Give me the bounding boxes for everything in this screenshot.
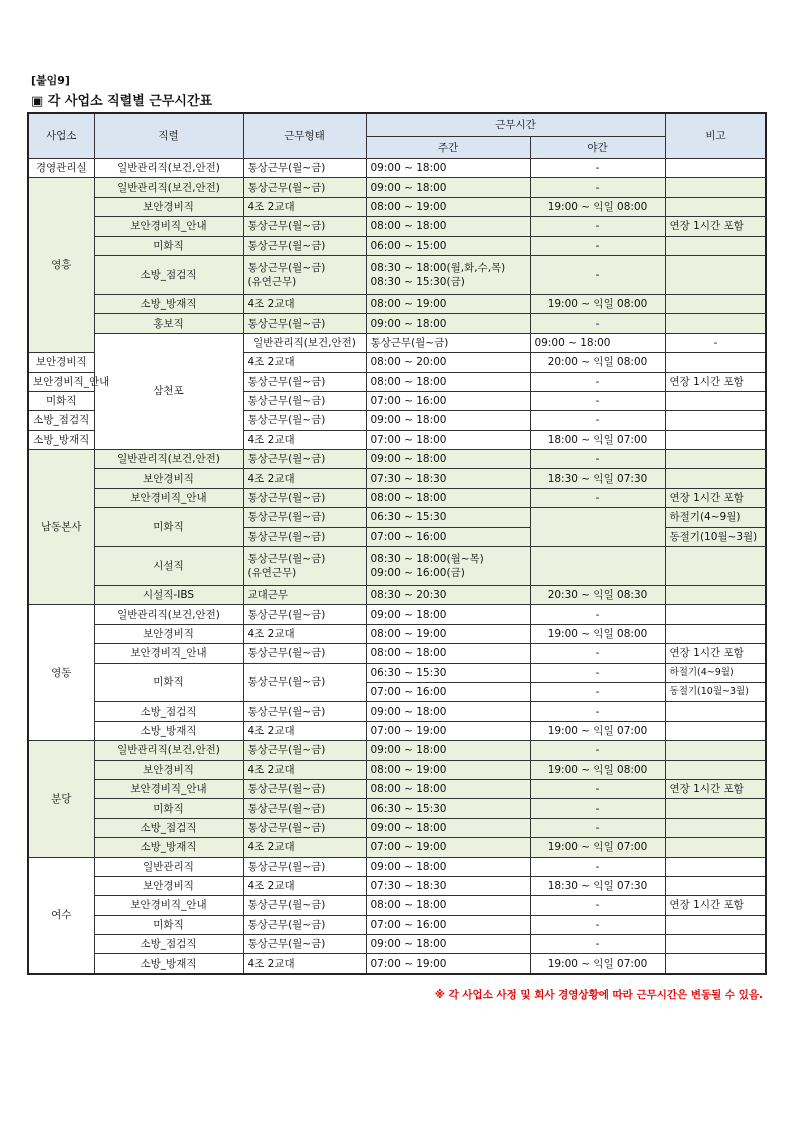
night-cell: 20:30 ~ 익일 08:30 <box>530 586 665 605</box>
form-cell: 4조 2교대 <box>243 721 366 740</box>
site-cell: 영흥 <box>28 178 94 353</box>
note-cell <box>665 586 766 605</box>
day-cell: 07:00 ~ 16:00 <box>366 527 530 546</box>
role-cell: 보안경비직 <box>94 469 243 488</box>
form-cell: 통상근무(월~금) <box>243 779 366 798</box>
day-cell: 07:30 ~ 18:30 <box>366 469 530 488</box>
role-cell: 미화직 <box>28 391 94 410</box>
night-cell: 19:00 ~ 익일 08:00 <box>530 760 665 779</box>
form-cell: 4조 2교대 <box>243 197 366 216</box>
role-cell: 소방_점검직 <box>28 411 94 430</box>
table-row <box>28 236 766 255</box>
table-row <box>28 935 766 954</box>
header-hours: 근무시간 <box>366 113 665 137</box>
night-cell: - <box>530 391 665 410</box>
table-row <box>28 779 766 798</box>
day-cell: 07:00 ~ 18:00 <box>366 430 530 449</box>
night-cell: - <box>665 333 766 352</box>
site-cell: 삼천포 <box>94 333 243 449</box>
day-line: 09:00 ~ 16:00(금) <box>370 567 465 580</box>
night-cell: - <box>530 372 665 391</box>
day-cell: 08:00 ~ 18:00 <box>366 217 530 236</box>
night-cell: - <box>530 488 665 507</box>
form-cell: 통상근무(월~금) <box>243 896 366 915</box>
night-cell: 19:00 ~ 익일 08:00 <box>530 197 665 216</box>
note-cell <box>665 624 766 643</box>
day-cell: 09:00 ~ 18:00 <box>366 741 530 760</box>
role-cell: 소방_방재직 <box>94 294 243 313</box>
role-cell: 보안경비직_안내 <box>94 779 243 798</box>
form-cell: 4조 2교대 <box>243 876 366 895</box>
role-cell: 일반관리직 <box>94 857 243 876</box>
form-cell: 통상근무(월~금) <box>366 333 530 352</box>
form-cell: 통상근무(월~금) <box>243 605 366 624</box>
day-cell <box>366 255 530 294</box>
header-role: 직렬 <box>94 113 243 159</box>
night-cell: 18:00 ~ 익일 07:00 <box>530 430 665 449</box>
header-day: 주간 <box>366 137 530 159</box>
role-cell: 일반관리직(보건,안전) <box>94 741 243 760</box>
form-cell <box>243 255 366 294</box>
table-row <box>28 469 766 488</box>
night-cell: - <box>530 178 665 197</box>
note-cell: 동절기(10월~3월) <box>665 682 766 701</box>
role-cell: 보안경비직 <box>94 760 243 779</box>
note-cell <box>665 430 766 449</box>
site-cell: 영동 <box>28 605 94 741</box>
form-cell: 4조 2교대 <box>243 430 366 449</box>
night-cell: - <box>530 255 665 294</box>
role-cell: 소방_방재직 <box>94 954 243 974</box>
note-cell <box>665 818 766 837</box>
night-cell: 19:00 ~ 익일 07:00 <box>530 838 665 857</box>
day-cell: 07:00 ~ 16:00 <box>366 915 530 934</box>
table-row <box>28 605 766 624</box>
table-row <box>28 760 766 779</box>
night-cell: - <box>530 605 665 624</box>
note-cell <box>665 547 766 586</box>
night-cell: - <box>530 935 665 954</box>
role-cell: 미화직 <box>94 663 243 702</box>
day-cell: 09:00 ~ 18:00 <box>366 702 530 721</box>
night-cell: - <box>530 159 665 178</box>
form-cell: 4조 2교대 <box>243 469 366 488</box>
table-row <box>28 178 766 197</box>
note-cell <box>665 721 766 740</box>
day-line: 08:30 ~ 15:30(금) <box>370 275 465 288</box>
table-row <box>28 547 766 586</box>
table-row <box>28 586 766 605</box>
table-row <box>28 624 766 643</box>
site-cell: 분당 <box>28 741 94 857</box>
note-cell <box>665 876 766 895</box>
night-cell: - <box>530 857 665 876</box>
table-row <box>28 333 766 352</box>
night-cell: - <box>530 915 665 934</box>
role-cell: 일반관리직(보건,안전) <box>243 333 366 352</box>
form-cell: 통상근무(월~금) <box>243 527 366 546</box>
night-cell: - <box>530 799 665 818</box>
table-row <box>28 314 766 333</box>
role-cell: 보안경비직_안내 <box>94 488 243 507</box>
day-line: 08:30 ~ 18:00(월~목) <box>370 553 484 566</box>
role-cell: 보안경비직_안내 <box>94 217 243 236</box>
role-cell: 일반관리직(보건,안전) <box>94 450 243 469</box>
form-cell: 4조 2교대 <box>243 954 366 974</box>
day-cell: 08:00 ~ 18:00 <box>366 644 530 663</box>
form-cell: 4조 2교대 <box>243 353 366 372</box>
night-cell <box>530 547 665 586</box>
role-cell: 시설직 <box>94 547 243 586</box>
night-cell: - <box>530 779 665 798</box>
role-cell: 시설직-IBS <box>94 586 243 605</box>
footnote: ※ 각 사업소 사정 및 회사 경영상황에 따라 근무시간은 변동될 수 있음. <box>434 989 763 1001</box>
form-cell: 교대근무 <box>243 586 366 605</box>
note-cell: 하절기(4~9월) <box>665 663 766 682</box>
night-cell: - <box>530 450 665 469</box>
note-cell <box>665 702 766 721</box>
form-cell: 통상근무(월~금) <box>243 799 366 818</box>
night-cell: - <box>530 314 665 333</box>
role-cell: 소방_점검직 <box>94 818 243 837</box>
form-cell: 통상근무(월~금) <box>243 217 366 236</box>
day-cell: 06:30 ~ 15:30 <box>366 663 530 682</box>
day-cell: 07:00 ~ 19:00 <box>366 838 530 857</box>
note-cell <box>665 954 766 974</box>
day-cell: 09:00 ~ 18:00 <box>366 605 530 624</box>
table-row <box>28 741 766 760</box>
night-cell: - <box>530 236 665 255</box>
day-cell: 08:30 ~ 20:30 <box>366 586 530 605</box>
header-site: 사업소 <box>28 113 94 159</box>
day-cell: 07:00 ~ 19:00 <box>366 954 530 974</box>
role-cell: 일반관리직(보건,안전) <box>94 178 243 197</box>
day-cell: 08:00 ~ 18:00 <box>366 488 530 507</box>
note-cell <box>665 197 766 216</box>
form-cell: 4조 2교대 <box>243 624 366 643</box>
role-cell: 일반관리직(보건,안전) <box>94 159 243 178</box>
role-cell: 보안경비직 <box>28 353 94 372</box>
table-row <box>28 818 766 837</box>
form-cell: 통상근무(월~금) <box>243 935 366 954</box>
role-cell: 소방_점검직 <box>94 255 243 294</box>
table-row <box>28 896 766 915</box>
note-cell: 하절기(4~9월) <box>665 508 766 527</box>
form-cell: 4조 2교대 <box>243 760 366 779</box>
day-cell: 08:00 ~ 19:00 <box>366 624 530 643</box>
form-cell: 통상근무(월~금) <box>243 411 366 430</box>
form-cell: 통상근무(월~금) <box>243 488 366 507</box>
role-cell: 미화직 <box>94 236 243 255</box>
form-line: (유연근무) <box>247 275 297 288</box>
form-cell: 4조 2교대 <box>243 294 366 313</box>
day-cell: 06:00 ~ 15:00 <box>366 236 530 255</box>
form-line: 통상근무(월~금) <box>247 553 326 566</box>
night-cell: 19:00 ~ 익일 07:00 <box>530 954 665 974</box>
note-cell <box>665 411 766 430</box>
night-cell: 19:00 ~ 익일 08:00 <box>530 294 665 313</box>
note-cell <box>665 935 766 954</box>
form-cell: 통상근무(월~금) <box>243 391 366 410</box>
table-row <box>28 644 766 663</box>
role-cell: 홍보직 <box>94 314 243 333</box>
night-cell: - <box>530 896 665 915</box>
role-cell: 소방_점검직 <box>94 935 243 954</box>
note-cell <box>665 314 766 333</box>
note-cell <box>665 255 766 294</box>
note-cell: 연장 1시간 포함 <box>665 372 766 391</box>
table-row <box>28 508 766 527</box>
table-row <box>28 857 766 876</box>
table-row <box>28 663 766 682</box>
night-cell: - <box>530 702 665 721</box>
table-row <box>28 488 766 507</box>
night-cell: 19:00 ~ 익일 07:00 <box>530 721 665 740</box>
day-cell: 08:00 ~ 18:00 <box>366 896 530 915</box>
role-cell: 미화직 <box>94 915 243 934</box>
form-cell <box>243 547 366 586</box>
role-cell: 소방_점검직 <box>94 702 243 721</box>
note-cell: 동절기(10월~3월) <box>665 527 766 546</box>
day-cell: 08:00 ~ 19:00 <box>366 294 530 313</box>
day-cell: 09:00 ~ 18:00 <box>530 333 665 352</box>
role-cell: 보안경비직_안내 <box>28 372 94 391</box>
day-cell: 07:00 ~ 16:00 <box>366 682 530 701</box>
table-row <box>28 294 766 313</box>
table-row <box>28 702 766 721</box>
site-cell: 여수 <box>28 857 94 974</box>
header-note: 비고 <box>665 113 766 159</box>
day-cell: 06:30 ~ 15:30 <box>366 799 530 818</box>
role-cell: 소방_방재직 <box>94 721 243 740</box>
role-cell: 보안경비직 <box>94 197 243 216</box>
role-cell: 소방_방재직 <box>28 430 94 449</box>
form-cell: 통상근무(월~금) <box>243 314 366 333</box>
day-line: 08:30 ~ 18:00(월,화,수,목) <box>370 261 506 274</box>
note-cell <box>665 178 766 197</box>
header-row <box>28 113 766 137</box>
night-cell: - <box>530 411 665 430</box>
form-cell: 통상근무(월~금) <box>243 159 366 178</box>
form-cell: 통상근무(월~금) <box>243 508 366 527</box>
page-title: ▣ 각 사업소 직렬별 근무시간표 <box>31 94 213 109</box>
note-cell <box>665 838 766 857</box>
day-cell: 08:00 ~ 18:00 <box>366 779 530 798</box>
note-cell <box>665 915 766 934</box>
day-cell <box>366 547 530 586</box>
note-cell <box>665 159 766 178</box>
role-cell: 미화직 <box>94 508 243 547</box>
night-cell: 18:30 ~ 익일 07:30 <box>530 469 665 488</box>
role-cell: 보안경비직_안내 <box>94 896 243 915</box>
form-cell: 통상근무(월~금) <box>243 741 366 760</box>
day-cell: 09:00 ~ 18:00 <box>366 935 530 954</box>
note-cell: 연장 1시간 포함 <box>665 896 766 915</box>
note-cell <box>665 799 766 818</box>
form-cell: 통상근무(월~금) <box>243 372 366 391</box>
table-row <box>28 915 766 934</box>
day-cell: 08:00 ~ 20:00 <box>366 353 530 372</box>
day-cell: 09:00 ~ 18:00 <box>366 450 530 469</box>
form-cell: 통상근무(월~금) <box>243 663 366 702</box>
note-cell <box>665 857 766 876</box>
role-cell: 보안경비직 <box>94 624 243 643</box>
day-cell: 07:00 ~ 16:00 <box>366 391 530 410</box>
note-cell <box>665 450 766 469</box>
form-cell: 통상근무(월~금) <box>243 236 366 255</box>
attachment-label: [붙임9] <box>31 74 70 87</box>
night-cell: 18:30 ~ 익일 07:30 <box>530 876 665 895</box>
form-cell: 통상근무(월~금) <box>243 178 366 197</box>
site-cell: 경영관리실 <box>28 159 94 178</box>
night-cell: - <box>530 644 665 663</box>
night-cell: - <box>530 818 665 837</box>
form-cell: 통상근무(월~금) <box>243 450 366 469</box>
note-cell <box>665 605 766 624</box>
note-cell <box>665 236 766 255</box>
table-row <box>28 450 766 469</box>
form-cell: 통상근무(월~금) <box>243 818 366 837</box>
day-cell: 08:00 ~ 18:00 <box>366 372 530 391</box>
form-line: 통상근무(월~금) <box>247 261 326 274</box>
form-line: (유연근무) <box>247 567 297 580</box>
table-row <box>28 721 766 740</box>
role-cell: 소방_방재직 <box>94 838 243 857</box>
form-cell: 통상근무(월~금) <box>243 857 366 876</box>
note-cell: 연장 1시간 포함 <box>665 217 766 236</box>
night-cell: 19:00 ~ 익일 08:00 <box>530 624 665 643</box>
night-cell: - <box>530 217 665 236</box>
table-row <box>28 954 766 974</box>
role-cell: 보안경비직_안내 <box>94 644 243 663</box>
day-cell: 09:00 ~ 18:00 <box>366 411 530 430</box>
note-cell <box>665 391 766 410</box>
night-cell: - <box>530 682 665 701</box>
note-cell <box>665 741 766 760</box>
day-cell: 08:00 ~ 19:00 <box>366 197 530 216</box>
form-cell: 4조 2교대 <box>243 838 366 857</box>
role-cell: 일반관리직(보건,안전) <box>94 605 243 624</box>
role-cell: 미화직 <box>94 799 243 818</box>
day-cell: 09:00 ~ 18:00 <box>366 178 530 197</box>
table-row <box>28 838 766 857</box>
day-cell: 06:30 ~ 15:30 <box>366 508 530 527</box>
header-form: 근무형태 <box>243 113 366 159</box>
day-cell: 09:00 ~ 18:00 <box>366 314 530 333</box>
day-cell: 09:00 ~ 18:00 <box>366 159 530 178</box>
form-cell: 통상근무(월~금) <box>243 644 366 663</box>
work-schedule-table <box>27 112 767 975</box>
note-cell: 연장 1시간 포함 <box>665 488 766 507</box>
night-cell: 20:00 ~ 익일 08:00 <box>530 353 665 372</box>
day-cell: 09:00 ~ 18:00 <box>366 857 530 876</box>
site-cell: 남동본사 <box>28 450 94 605</box>
note-cell <box>665 469 766 488</box>
form-cell: 통상근무(월~금) <box>243 915 366 934</box>
night-cell: - <box>530 741 665 760</box>
role-cell: 보안경비직 <box>94 876 243 895</box>
night-cell: - <box>530 663 665 682</box>
note-cell <box>665 294 766 313</box>
day-cell: 07:30 ~ 18:30 <box>366 876 530 895</box>
note-cell: 연장 1시간 포함 <box>665 644 766 663</box>
table-row <box>28 217 766 236</box>
table-row <box>28 197 766 216</box>
day-cell: 09:00 ~ 18:00 <box>366 818 530 837</box>
header-night: 야간 <box>530 137 665 159</box>
day-cell: 08:00 ~ 19:00 <box>366 760 530 779</box>
form-cell: 통상근무(월~금) <box>243 702 366 721</box>
table-row <box>28 159 766 178</box>
table-row <box>28 799 766 818</box>
table-row <box>28 876 766 895</box>
note-cell <box>665 353 766 372</box>
note-cell <box>665 760 766 779</box>
note-cell: 연장 1시간 포함 <box>665 779 766 798</box>
night-cell <box>530 508 665 547</box>
table-row <box>28 255 766 294</box>
day-cell: 07:00 ~ 19:00 <box>366 721 530 740</box>
